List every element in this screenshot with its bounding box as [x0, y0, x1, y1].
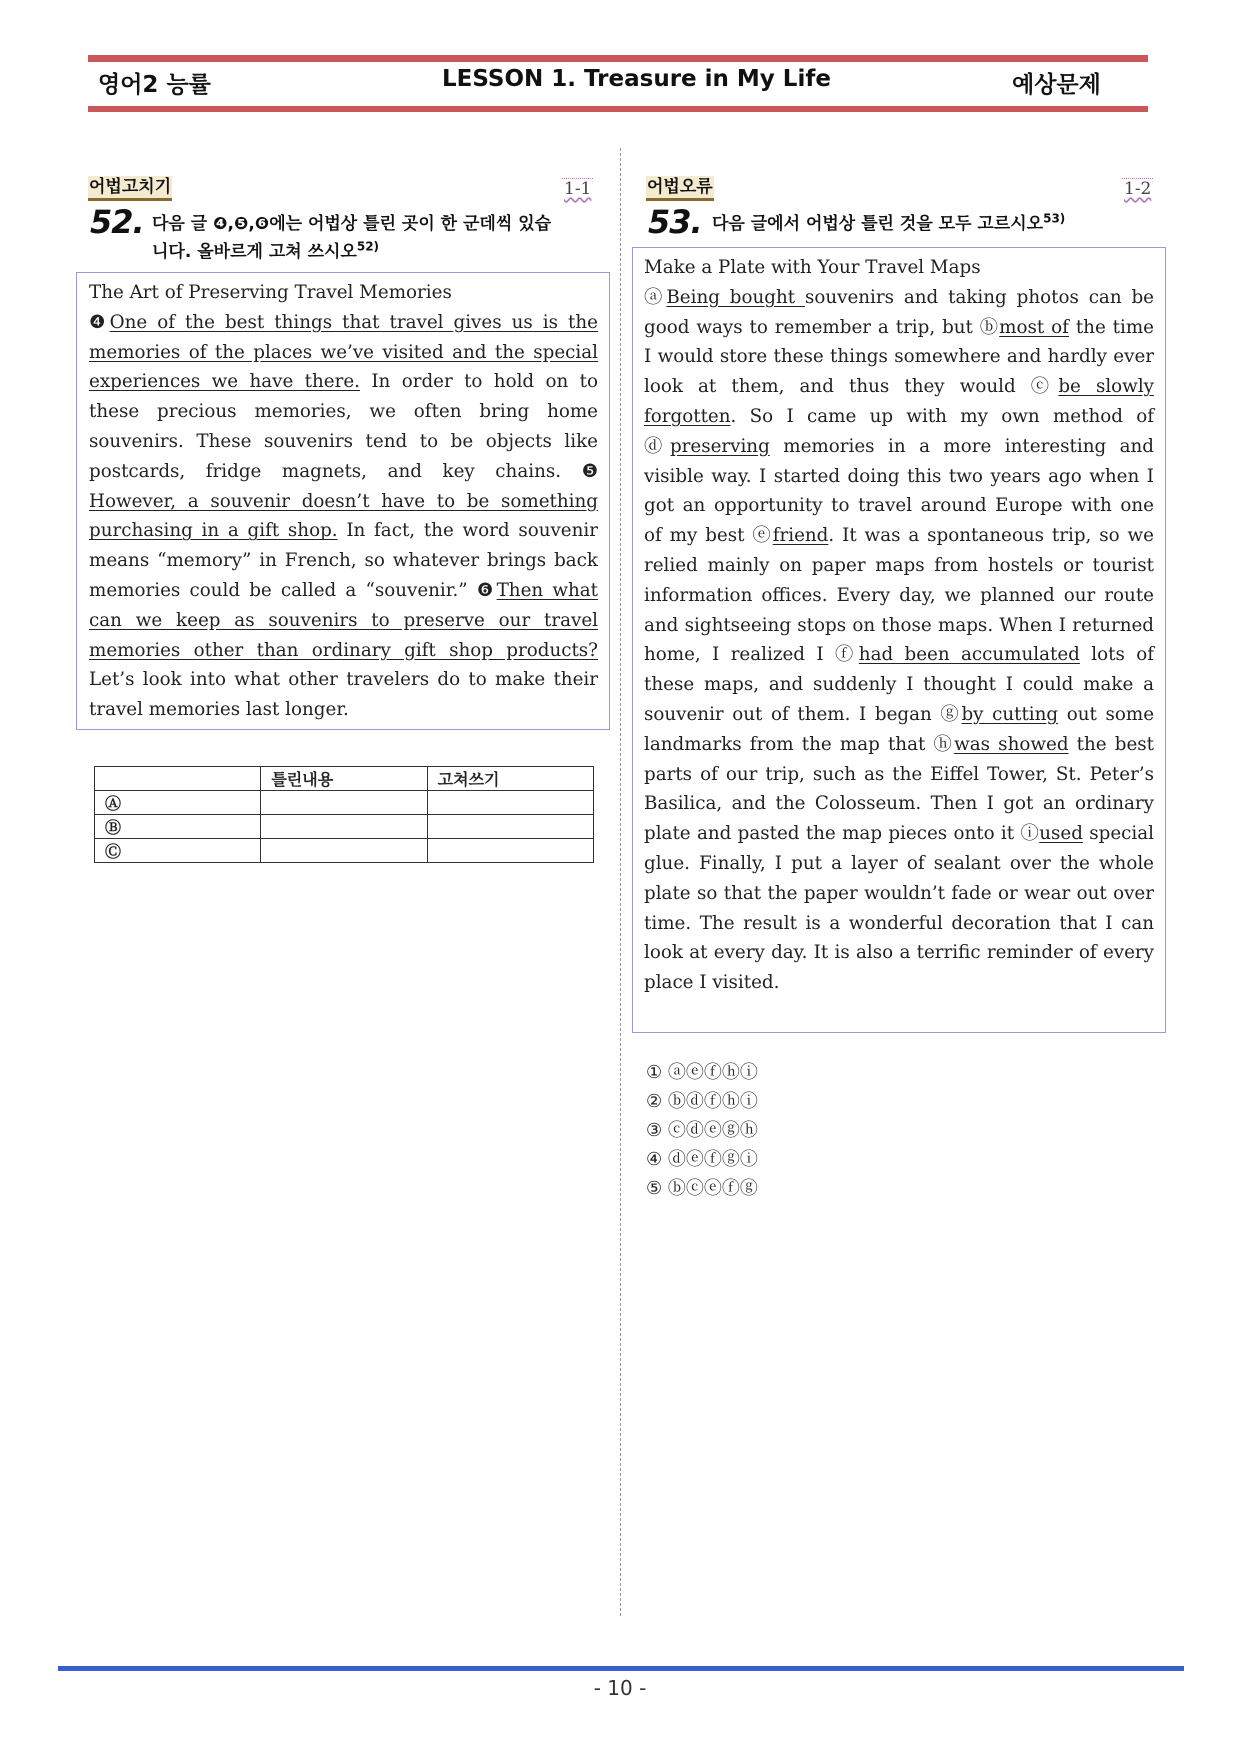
- q52-mark-c: ❻: [476, 579, 497, 601]
- footer-rule: [58, 1666, 1184, 1671]
- q53-mark-f: ⓕ: [834, 644, 859, 666]
- q52-instruction: [152, 210, 598, 266]
- q53-text-8: the best parts of our trip, such as the Eiffel Tower, St. Peter’s Basilica, and the Colosseum. Then I got an ordinary plate and pasted the map pieces onto it: [644, 733, 1154, 845]
- q53-choice-1[interactable]: ① ⓐⓔⓕⓗⓘ: [646, 1062, 758, 1083]
- q52-passage-box: [76, 272, 610, 730]
- q52-table-header-blank: [95, 767, 261, 791]
- q52-text-1: In order to hold on to these precious memories, we often bring home souvenirs. These souvenirs tend to be objects like postcards, fridge magnets, and key chains.: [89, 371, 598, 482]
- header-left: 영어2 능률: [98, 72, 211, 98]
- q53-category-tag: 어법오류: [646, 176, 714, 201]
- q53-number: 53.: [648, 203, 702, 241]
- q53-instruction-text: 다음 글에서 어법상 틀린 것을 모두 고르시오: [712, 214, 1044, 234]
- q52-table-header-fix: 고쳐쓰기: [427, 767, 593, 791]
- q52-instruction-line2: [152, 238, 598, 266]
- q53-underline-d: preserving: [669, 435, 770, 457]
- q53-text-6: lots of these maps, and suddenly I thought I could make a souvenir out of them. I began: [644, 644, 1154, 725]
- header-bottom-rule: [88, 106, 1148, 112]
- page-number: - 10 -: [593, 1676, 647, 1700]
- q53-underline-h: was showed: [954, 733, 1069, 755]
- q52-text-2: In fact, the word souvenir means “memory” in French, so whatever brings back memories could be called a “souvenir.”: [89, 520, 598, 601]
- q52-passage: [89, 278, 598, 725]
- q52-row-label: Ⓐ: [95, 791, 261, 815]
- q53-footnote: 53): [1043, 211, 1066, 226]
- q53-text-2: the time I would store these things somewhere and hardly ever look at them, and thus they would: [644, 316, 1155, 398]
- header-top-rule: [88, 55, 1148, 62]
- q53-passage-title: Make a Plate with Your Travel Maps: [644, 257, 981, 278]
- q52-answer-cell-wrong[interactable]: [261, 791, 427, 815]
- q52-mark-b: ❺: [581, 460, 598, 482]
- q53-mark-b: ⓑ: [979, 316, 1000, 338]
- q53-choice-5[interactable]: ⑤ ⓑⓒⓔⓕⓖ: [646, 1178, 758, 1199]
- q53-mark-d: ⓓ: [644, 435, 670, 457]
- q52-mark-a: ❹: [89, 311, 110, 333]
- q53-instruction: [712, 210, 1152, 238]
- q52-passage-title: The Art of Preserving Travel Memories: [89, 282, 452, 303]
- q53-underline-c: be slowly forgotten: [644, 376, 1155, 427]
- q52-text-3: Let’s look into what other travelers do to make their travel memories last longer.: [89, 669, 598, 721]
- column-divider: [620, 148, 621, 1616]
- q52-answer-table: [94, 766, 594, 863]
- q53-passage: [644, 253, 1154, 998]
- q53-mark-a: ⓐ: [644, 286, 667, 308]
- q53-mark-i: ⓘ: [1020, 823, 1040, 845]
- q53-underline-g: by cutting: [961, 703, 1059, 725]
- q53-text-7: out some landmarks from the map that: [644, 703, 1155, 755]
- q53-underline-a: Being bought: [666, 286, 805, 308]
- header-center: LESSON 1. Treasure in My Life: [442, 66, 831, 92]
- q52-category-tag: 어법고치기: [88, 176, 172, 201]
- q52-instruction-line1: 다음 글 ❹,❺,❻에는 어법상 틀린 곳이 한 군데씩 있습: [152, 214, 552, 234]
- q53-mark-h: ⓗ: [933, 733, 955, 755]
- q52-answer-cell-wrong[interactable]: [261, 815, 427, 839]
- q52-answer-cell-fix[interactable]: [427, 839, 593, 863]
- q52-answer-cell-fix[interactable]: [427, 791, 593, 815]
- q52-answer-table-header: [95, 767, 594, 791]
- q53-underline-e: friend: [772, 525, 829, 547]
- q53-underline-i: used: [1039, 823, 1083, 845]
- q53-text-3: . So I came up with my own method of: [730, 405, 1154, 427]
- q52-sentence-a: One of the best things that travel gives us is the memories of the places we’ve visited and the special experiences we have there.: [89, 311, 598, 393]
- q52-answer-row-c: [95, 839, 594, 863]
- q52-sentence-b: However, a souvenir doesn’t have to be something purchasing in a gift shop.: [89, 490, 598, 542]
- q53-choice-2[interactable]: ② ⓑⓓⓕⓗⓘ: [646, 1091, 758, 1112]
- q53-choices: [646, 1058, 758, 1203]
- q53-passage-box: [632, 247, 1166, 1033]
- q53-choice-3[interactable]: ③ ⓒⓓⓔⓖⓗ: [646, 1120, 758, 1141]
- q52-sentence-c: Then what can we keep as souvenirs to preserve our travel memories other than ordinary gift shop products?: [89, 579, 599, 661]
- q52-answer-row-a: [95, 791, 594, 815]
- q52-instruction-line2-text: 니다. 올바르게 고쳐 쓰시오: [152, 242, 357, 262]
- q52-row-label: Ⓒ: [95, 839, 261, 863]
- q52-row-label: Ⓑ: [95, 815, 261, 839]
- q53-text-5: . It was a spontaneous trip, so we relied mainly on paper maps from hostels or tourist information offices. Every day, we planned our route and sightseeing stops on those maps. When I returned home, I realized I: [644, 525, 1154, 666]
- q52-answer-row-b: [95, 815, 594, 839]
- q52-footnote: 52): [356, 239, 380, 254]
- q52-table-header-wrong: 틀린내용: [261, 767, 427, 791]
- q53-underline-f: had been accumulated: [858, 644, 1080, 666]
- q52-answer-cell-wrong[interactable]: [261, 839, 427, 863]
- q52-number: 52.: [90, 203, 144, 241]
- header-right: 예상문제: [1012, 72, 1101, 98]
- q53-underline-b: most of: [999, 316, 1069, 338]
- q53-mark-c: ⓒ: [1030, 376, 1059, 398]
- q53-mark-g: ⓖ: [940, 703, 962, 725]
- q53-choice-4[interactable]: ④ ⓓⓔⓕⓖⓘ: [646, 1149, 758, 1170]
- q53-text-1: souvenirs and taking photos can be good ways to remember a trip, but: [644, 286, 1154, 338]
- q53-code: 1-2: [1124, 179, 1152, 199]
- q52-answer-cell-fix[interactable]: [427, 815, 593, 839]
- q53-text-9: special glue. Finally, I put a layer of sealant over the whole plate so that the paper wouldn’t fade or wear out over time. The result is a wonderful decoration that I can look at every day. It is also a terrific reminder of every place I visited.: [644, 823, 1154, 994]
- q53-text-4: memories in a more interesting and visible way. I started doing this two years ago when I got an opportunity to travel around Europe with one of my best: [644, 435, 1155, 547]
- q52-code: 1-1: [564, 179, 592, 199]
- q53-mark-e: ⓔ: [752, 525, 773, 547]
